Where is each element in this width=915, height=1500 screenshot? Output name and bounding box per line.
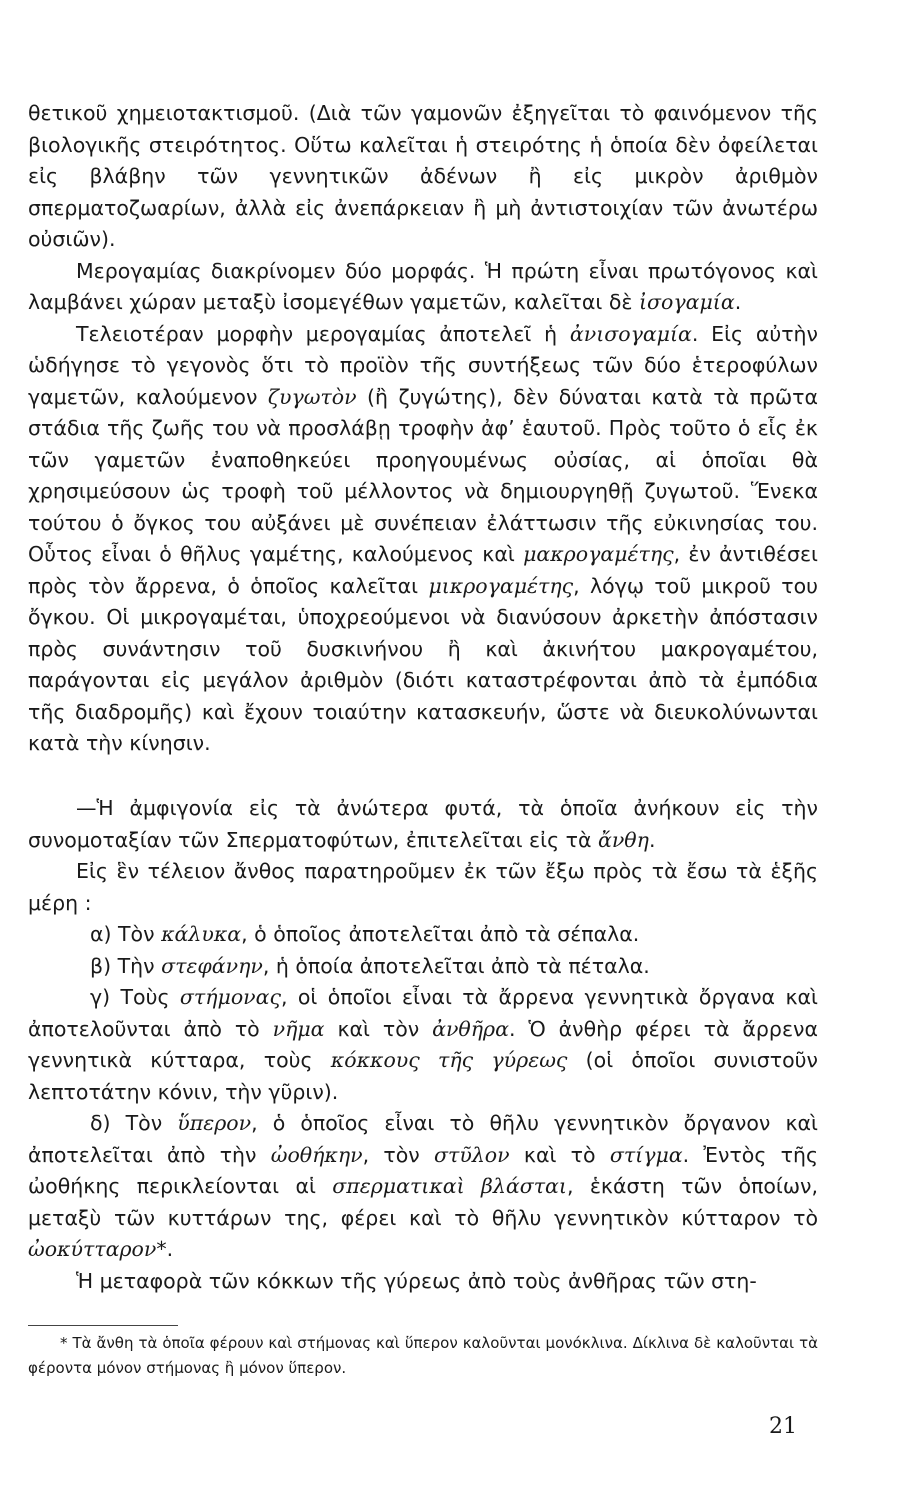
paragraph-6: Ἡ μεταφορὰ τῶν κόκκων τῆς γύρεως ἀπὸ τοὺς ἀνθῆρας τῶν στη- <box>76 1268 757 1293</box>
term-mikrogametes: μικρογαμέτης <box>428 573 574 598</box>
term-stylon: στῦλον <box>434 1142 510 1167</box>
footnote-reference: * <box>156 1237 167 1261</box>
term-kokkous-gyreos: κόκκους τῆς γύρεως <box>330 1048 568 1072</box>
term-anthira: ἀνθῆρα <box>432 1016 509 1041</box>
footnote-marker: * <box>60 1334 68 1352</box>
paragraph-4: —Ἡ ἀμφιγονία εἰς τὰ ἀνώτερα φυτά, τὰ ὁποῖα ἀνήκουν εἰς τὴν συνομοταξίαν τῶν Σπερματοφύτων, ἐπιτελεῖται εἰς τὰ ἄνθη. <box>28 796 818 852</box>
term-nima: νῆμα <box>272 1016 325 1041</box>
term-isogamia: ἰσογαμία <box>639 290 735 314</box>
list-item-b: β) Τὴν στεφάνην, ἡ ὁποία ἀποτελεῖται ἀπὸ τὰ πέταλα. <box>90 953 650 978</box>
term-spermatikai-blastai: σπερματικαὶ βλάσται <box>332 1174 567 1198</box>
paragraph-1: θετικοῦ χημειοτακτισμοῦ. (Διὰ τῶν γαμονῶν ἐξηγεῖται τὸ φαινόμενον τῆς βιολογικῆς στειρότητος. Οὕτω καλεῖται ἡ στειρότης ἡ ὁποία δὲν ὀφείλεται εἰς βλάβην τῶν γεννητικῶν ἀδένων ἢ εἰς μικρὸν ἀριθμὸν σπερματοζωαρίων, ἀλλὰ εἰς ἀνεπάρκειαν ἢ μὴ ἀντιστοιχίαν τῶν ἀνωτέρω οὐσιῶν). <box>28 101 818 251</box>
term-makrogametes: μακρογαμέτης <box>523 542 674 566</box>
term-oothikin: ὠοθήκην <box>270 1142 363 1167</box>
term-stimonas: στήμονας <box>179 985 281 1009</box>
term-stigma: στίγμα <box>609 1142 683 1167</box>
paragraph-5: Εἰς ἓν τέλειον ἄνθος παρατηροῦμεν ἐκ τῶν ἔξω πρὸς τὰ ἔσω τὰ ἑξῆς μέρη : <box>28 859 818 915</box>
term-kalyka: κάλυκα <box>161 922 242 946</box>
list-item-d: δ) Τὸν ὕπερον, ὁ ὁποῖος εἶναι τὸ θῆλυ γεννητικὸν ὄργανον καὶ ἀποτελεῖται ἀπὸ τὴν ὠοθήκην, τὸν στῦλον καὶ τὸ στίγμα. Ἐντὸς τῆς ὠοθήκης περικλείονται αἱ σπερματικαὶ βλάσται, ἑκάστη τῶν ὁποίων, μεταξὺ τῶν κυττάρων της, φέρει καὶ τὸ θῆλυ γεννητικὸν κύτταρον τὸ ὠοκύτταρον*. <box>28 1111 819 1261</box>
term-anthi: ἄνθη <box>598 827 649 852</box>
term-yperon: ὕπερον <box>177 1111 252 1135</box>
footnote-divider <box>28 1325 178 1326</box>
text-block-1 <box>28 98 818 760</box>
term-anisogamia: ἀνισογαμία <box>569 321 692 346</box>
footnote <box>28 1331 818 1381</box>
term-zygoton: ζυγωτὸν <box>267 384 357 409</box>
term-wokyttaron: ὠοκύτταρον <box>28 1237 157 1261</box>
term-stefanin: στεφάνην <box>161 953 263 978</box>
list-item-a: α) Τὸν κάλυκα, ὁ ὁποῖος ἀποτελεῖται ἀπὸ τὰ σέπαλα. <box>90 922 640 946</box>
paragraph-2: Μερογαμίας διακρίνομεν δύο μορφάς. Ἡ πρώτη εἶναι πρωτόγονος καὶ λαμβάνει χώραν μεταξὺ ἰσομεγέθων γαμετῶν, καλεῖται δὲ ἰσογαμία. <box>28 258 818 314</box>
paragraph-3: Τελειοτέραν μορφὴν μερογαμίας ἀποτελεῖ ἡ ἀνισογαμία. Εἰς αὐτὴν ὡδήγησε τὸ γεγονὸς ὅτι τὸ προϊὸν τῆς συντήξεως τῶν δύο ἑτεροφύλων γαμετῶν, καλούμενον ζυγωτὸν (ἢ ζυγώτης), δὲν δύναται κατὰ τὰ πρῶτα στάδια τῆς ζωῆς του νὰ προσλάβῃ τροφὴν ἀφ’ ἑαυτοῦ. Πρὸς τοῦτο ὁ εἷς ἐκ τῶν γαμετῶν ἐναποθηκεύει προηγουμένως οὐσίας, αἱ ὁποῖαι θὰ χρησιμεύσουν ὡς τροφὴ τοῦ μέλλοντος νὰ δημιουργηθῇ ζυγωτοῦ. Ἕνεκα τούτου ὁ ὄγκος του αὐξάνει μὲ συνέπειαν ἐλάττωσιν τῆς εὐκινησίας του. Οὗτος εἶναι ὁ θῆλυς γαμέτης, καλούμενος καὶ μακρογαμέτης, ἐν ἀντιθέσει πρὸς τὸν ἄρρενα, ὁ ὁποῖος καλεῖται μικρογαμέτης, λόγῳ τοῦ μικροῦ του ὄγκου. Οἱ μικρογαμέται, ὑποχρεούμενοι νὰ διανύσουν ἀρκετὴν ἀπόστασιν πρὸς συνάντησιν τοῦ δυσκινήνου ἢ καὶ ἀκινήτου μακρογαμέτου, παράγονται εἰς μεγάλον ἀριθμὸν (διότι καταστρέφονται ἀπὸ τὰ ἐμπόδια τῆς διαδρομῆς) καὶ ἔχουν τοιαύτην κατασκευήν, ὥστε νὰ διευκολύνωνται κατὰ τὴν κίνησιν. <box>28 321 818 755</box>
page-number: 21 <box>769 1414 797 1439</box>
text-block-2 <box>28 793 818 1297</box>
footnote-text: Τὰ ἄνθη τὰ ὁποῖα φέρουν καὶ στήμονας καὶ ὕπερον καλοῦνται μονόκλινα. Δίκλινα δὲ καλοῦνται τὰ φέροντα μόνον στήμονας ἢ μόνον ὕπερον. <box>28 1334 818 1377</box>
list-item-c: γ) Τοὺς στήμονας, οἱ ὁποῖοι εἶναι τὰ ἄρρενα γεννητικὰ ὄργανα καὶ ἀποτελοῦνται ἀπὸ τὸ νῆμα καὶ τὸν ἀνθῆρα. Ὁ ἀνθὴρ φέρει τὰ ἄρρενα γεννητικὰ κύτταρα, τοὺς κόκκους τῆς γύρεως (οἱ ὁποῖοι συνιστοῦν λεπτοτάτην κόνιν, τὴν γῦριν). <box>28 985 818 1104</box>
